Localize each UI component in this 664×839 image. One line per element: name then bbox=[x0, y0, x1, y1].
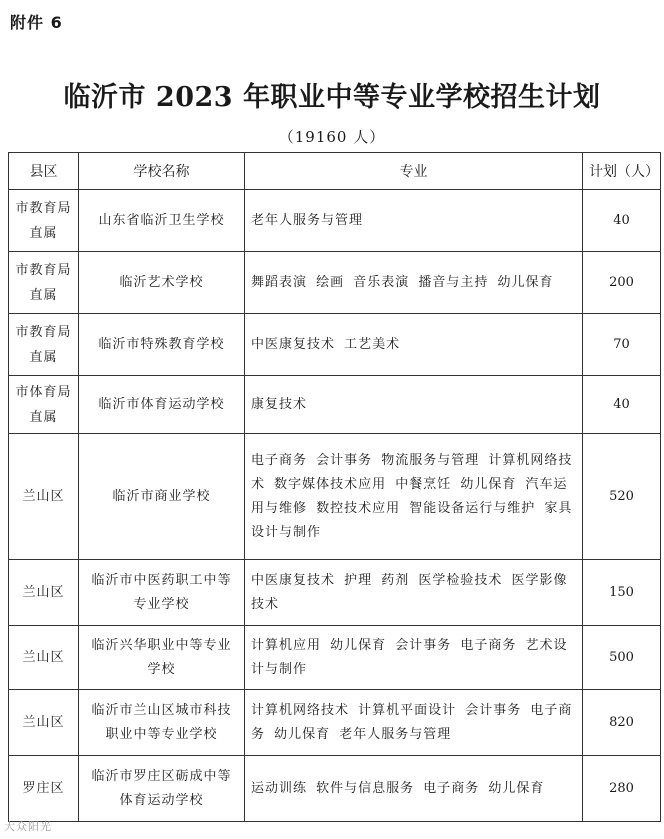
header-county: 县区 bbox=[9, 153, 79, 190]
county-cell: 市教育局直属 bbox=[9, 252, 79, 314]
table-row bbox=[9, 756, 661, 822]
school-cell: 临沂市特殊教育学校 bbox=[79, 314, 245, 376]
table-row bbox=[9, 376, 661, 434]
major-cell: 中医康复技术 工艺美术 bbox=[245, 314, 583, 376]
major-cell: 康复技术 bbox=[245, 376, 583, 434]
county-cell: 兰山区 bbox=[9, 626, 79, 690]
table-row bbox=[9, 560, 661, 626]
table-header-row bbox=[9, 153, 661, 190]
table-row bbox=[9, 626, 661, 690]
plan-cell: 150 bbox=[583, 560, 661, 626]
plan-cell: 520 bbox=[583, 434, 661, 560]
school-cell: 临沂市罗庄区砺成中等体育运动学校 bbox=[79, 756, 245, 822]
county-cell: 兰山区 bbox=[9, 690, 79, 756]
header-major: 专业 bbox=[245, 153, 583, 190]
county-cell: 兰山区 bbox=[9, 434, 79, 560]
major-cell: 运动训练 软件与信息服务 电子商务 幼儿保育 bbox=[245, 756, 583, 822]
school-cell: 临沂市兰山区城市科技职业中等专业学校 bbox=[79, 690, 245, 756]
school-cell: 临沂艺术学校 bbox=[79, 252, 245, 314]
header-plan: 计划（人） bbox=[583, 153, 661, 190]
school-cell: 山东省临沂卫生学校 bbox=[79, 190, 245, 252]
page-title: 临沂市 2023 年职业中等专业学校招生计划 bbox=[63, 82, 601, 113]
header-school: 学校名称 bbox=[79, 153, 245, 190]
enrollment-plan-table bbox=[8, 152, 661, 822]
total-enrollment-subtitle: （19160 人） bbox=[278, 128, 386, 146]
plan-cell: 820 bbox=[583, 690, 661, 756]
county-cell: 市体育局直属 bbox=[9, 376, 79, 434]
county-cell: 兰山区 bbox=[9, 560, 79, 626]
table-row bbox=[9, 434, 661, 560]
table-row bbox=[9, 190, 661, 252]
table-row bbox=[9, 314, 661, 376]
county-cell: 罗庄区 bbox=[9, 756, 79, 822]
major-cell: 计算机应用 幼儿保育 会计事务 电子商务 艺术设计与制作 bbox=[245, 626, 583, 690]
plan-cell: 280 bbox=[583, 756, 661, 822]
watermark: 大众阳光 bbox=[4, 820, 52, 833]
major-cell: 计算机网络技术 计算机平面设计 会计事务 电子商务 幼儿保育 老年人服务与管理 bbox=[245, 690, 583, 756]
table-row bbox=[9, 252, 661, 314]
table-row bbox=[9, 690, 661, 756]
major-cell: 电子商务 会计事务 物流服务与管理 计算机网络技术 数字媒体技术应用 中餐烹饪 幼儿保育 汽车运用与维修 数控技术应用 智能设备运行与维护 家具设计与制作 bbox=[245, 434, 583, 560]
school-cell: 临沂市中医药职工中等专业学校 bbox=[79, 560, 245, 626]
major-cell: 舞蹈表演 绘画 音乐表演 播音与主持 幼儿保育 bbox=[245, 252, 583, 314]
school-cell: 临沂市体育运动学校 bbox=[79, 376, 245, 434]
major-cell: 中医康复技术 护理 药剂 医学检验技术 医学影像技术 bbox=[245, 560, 583, 626]
county-cell: 市教育局直属 bbox=[9, 314, 79, 376]
school-cell: 临沂市商业学校 bbox=[79, 434, 245, 560]
plan-cell: 500 bbox=[583, 626, 661, 690]
plan-cell: 200 bbox=[583, 252, 661, 314]
plan-cell: 40 bbox=[583, 190, 661, 252]
plan-cell: 70 bbox=[583, 314, 661, 376]
school-cell: 临沂兴华职业中等专业学校 bbox=[79, 626, 245, 690]
county-cell: 市教育局直属 bbox=[9, 190, 79, 252]
major-cell: 老年人服务与管理 bbox=[245, 190, 583, 252]
attachment-label: 附件 6 bbox=[10, 13, 63, 32]
plan-cell: 40 bbox=[583, 376, 661, 434]
